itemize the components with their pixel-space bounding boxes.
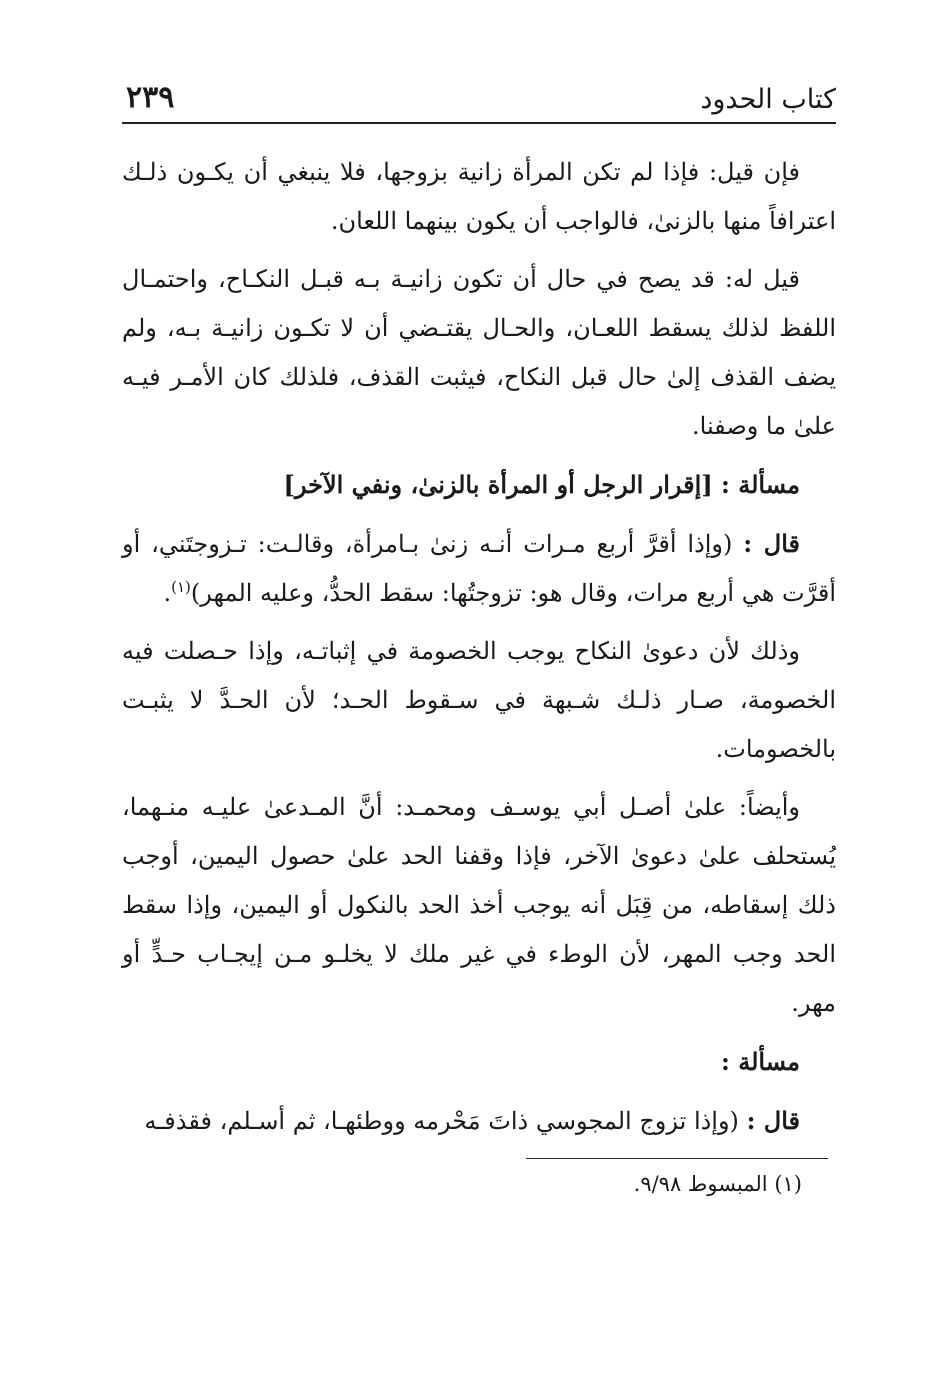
footnote: (١) المبسوط ٩/٩٨. [633,1172,802,1196]
paragraph-quote [122,1096,836,1146]
section-heading: مسألة : [إقرار الرجل أو المرأة بالزنىٰ، ونفي الآخر] [283,470,800,499]
footnote-marker: (١) [171,578,191,596]
book-title: كتاب الحدود [700,84,836,115]
running-header [122,78,836,124]
paragraph: وأيضاً: علىٰ أصـل أبي يوسـف ومحمـد: أنَّ المـدعىٰ عليـه منـهما، يُستحلف علىٰ دعوىٰ الآخر، فإذا وقفنا الحد علىٰ حصول اليمين، أوجب ذلك إسقاطه، من قِبَل أنه يوجب أخذ الحد بالنكول أو اليمين، وإذا سقط الحد وجب المهر، لأن الوطء في غير ملك لا يخلـو مـن إيجـاب حـدٍّ أو مهر. [122,793,837,1017]
quote-text: (وإذا أقرَّ أربع مـرات أنـه زنىٰ بـامرأة، وقالـت: تـزوجتَني، أو أقرَّت هي أربع مرات، وقال هو: تزوجتُها: سقط الحدُّ، وعليه المهر) [122,530,836,607]
paragraph: وذلك لأن دعوىٰ النكاح يوجب الخصومة في إثباتـه، وإذا حـصلت فيه الخصومة، صـار ذلـك شـبهة في سـقوط الحـد؛ لأن الحـدَّ لا يثبـت بالخصومات. [122,637,836,763]
section-heading: مسألة : [721,1047,800,1076]
paragraph: فإن قيل: فإذا لم تكن المرأة زانية بزوجها، فلا ينبغي أن يكـون ذلـك اعترافاً منها بالزنىٰ، فالواجب أن يكون بينهما اللعان. [122,158,836,235]
quote-end: . [163,579,172,607]
footnote-separator [526,1158,828,1159]
main-text [122,148,836,1155]
quote-text: (وإذا تزوج المجوسي ذاتَ مَحْرمه ووطئهـا، ثم أسـلم، فقذفـه [144,1107,739,1135]
qal-label: قال : [743,529,800,558]
page-number: ٢٣٩ [126,80,175,115]
paragraph-quote [122,519,836,618]
qal-label: قال : [746,1106,800,1135]
paragraph: قيل له: قد يصح في حال أن تكون زانيـة بـه قبـل النكـاح، واحتمـال اللفظ لذلك يسقط اللعـان، والحـال يقتـضي أن لا تكـون زانيـة بـه، ولم يضف القذف إلىٰ حال قبل النكاح، فيثبت القذف، فلذلك كان الأمـر فيـه علىٰ ما وصفنا. [122,265,836,440]
